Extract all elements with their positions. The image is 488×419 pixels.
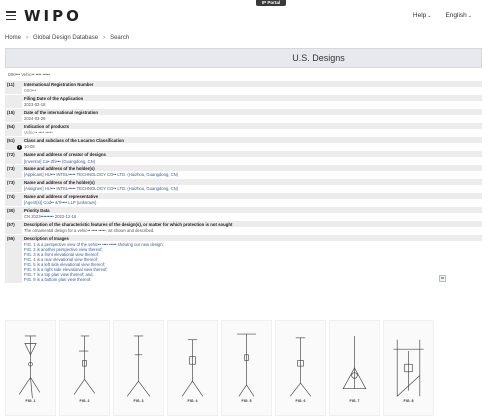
header-nav	[413, 12, 472, 19]
field-value[interactable]	[22, 171, 482, 178]
record-detail	[5, 48, 482, 418]
field-row	[5, 80, 482, 94]
chevron-down-icon: ⌄	[467, 13, 472, 19]
field-code: (30)	[5, 207, 22, 220]
help-menu[interactable]	[413, 12, 432, 19]
field-row	[5, 94, 482, 108]
field-code: (72)	[5, 151, 22, 164]
breadcrumb-global-design-database[interactable]: Global Design Database	[33, 35, 99, 41]
field-label: Name and address of the holder(s)	[22, 179, 482, 185]
field-label: Description of the characteristic features of the design(s), or matter for which protection is not sought	[22, 221, 482, 227]
figure-caption: FIG. 1	[25, 399, 36, 403]
image-description-line: FIG. 2 is another perspective view thereof;	[24, 247, 103, 253]
breadcrumb-search[interactable]: Search	[110, 35, 130, 41]
help-label: Help	[412, 12, 427, 19]
field-body	[22, 207, 482, 220]
field-row	[5, 220, 482, 234]
field-label: Priority Data	[22, 207, 482, 213]
record-id: D90••• Vehic•• •••• •••••	[8, 72, 50, 77]
field-body	[22, 221, 482, 234]
field-row	[5, 178, 482, 192]
field-code: (74)	[5, 193, 22, 206]
language-label: English	[445, 12, 467, 19]
field-body	[22, 95, 482, 108]
field-row	[5, 150, 482, 164]
field-code: (54)	[5, 123, 22, 136]
breadcrumb	[5, 34, 129, 42]
figure-caption: FIG. 3	[133, 399, 144, 403]
language-menu[interactable]	[445, 12, 472, 19]
figure-caption: FIG. 4	[187, 399, 198, 403]
field-code: (15)	[5, 109, 22, 122]
field-body	[22, 235, 482, 283]
field-list	[5, 80, 482, 283]
image-description-line: FIG. 4 is a rear elevational view thereof;	[24, 257, 99, 263]
field-body	[19, 137, 482, 150]
field-row	[5, 164, 482, 178]
field-value-text: The ornamental design for a vehic•• •••• •••••, as shown and described.	[24, 228, 155, 234]
field-value	[22, 129, 482, 136]
record-title-bar	[5, 48, 482, 68]
field-code: (11)	[5, 81, 22, 94]
field-row-images	[5, 234, 482, 283]
hamburger-menu-icon[interactable]	[6, 11, 16, 20]
field-value	[19, 143, 482, 150]
field-code	[5, 95, 22, 108]
image-description-line: FIG. 7 is a top plan view thereof; and,	[24, 272, 94, 278]
field-body	[22, 179, 482, 192]
figure-thumbnail[interactable]	[383, 320, 434, 416]
chevron-right-icon: ›	[26, 35, 29, 41]
figure-thumbnail[interactable]	[59, 320, 110, 416]
field-value[interactable]	[22, 157, 482, 164]
breadcrumb-home[interactable]: Home	[5, 35, 22, 41]
figure-thumbnail[interactable]	[167, 320, 218, 416]
field-body	[22, 81, 482, 94]
figure-thumbnail[interactable]	[113, 320, 164, 416]
field-row	[5, 192, 482, 206]
field-body	[22, 123, 482, 136]
image-description-line: FIG. 1 is a perspective view of the vehic•• •••• ••••• showing our new design;	[24, 242, 164, 248]
field-label: Name and address of the holder(s)	[22, 165, 482, 171]
field-label: Name and address of representative	[22, 193, 482, 199]
image-description-list	[22, 241, 482, 283]
ip-portal-tab[interactable]: IP Portal	[256, 0, 286, 6]
figure-thumbnail[interactable]	[5, 320, 56, 416]
chevron-down-icon: ⌄	[427, 13, 432, 19]
field-label: Description of Images	[22, 235, 482, 241]
field-label: Filing Date of the Application	[22, 95, 482, 101]
field-row	[5, 206, 482, 220]
field-label: Name and address of creator of designs	[22, 151, 482, 157]
figure-thumbnail[interactable]	[329, 320, 380, 416]
field-value[interactable]	[22, 199, 482, 206]
figure-caption: FIG. 6	[295, 399, 306, 403]
field-value-text: CN 2023••••••••• 2022-12-16	[24, 214, 77, 220]
figure-caption: FIG. 5	[241, 399, 252, 403]
field-code: (73)	[5, 179, 22, 192]
field-value-text: Vehic•• •••• •••••	[24, 130, 53, 136]
image-description-line: FIG. 3 is a front elevational view thereof;	[24, 252, 99, 258]
field-body	[22, 165, 482, 178]
figure-caption: FIG. 7	[349, 399, 360, 403]
figure-strip	[5, 320, 482, 418]
field-value	[22, 101, 482, 108]
field-value	[22, 115, 482, 122]
wipo-logo[interactable]: WIPO	[24, 7, 82, 25]
figure-thumbnail[interactable]	[221, 320, 272, 416]
field-value-text: [Agent(s)] Cod•• &Ti•••• LLP (unknown)	[24, 200, 97, 206]
image-description-line: FIG. 8 is a bottom plan view thereof.	[24, 277, 92, 283]
field-value	[22, 227, 482, 234]
field-value[interactable]	[22, 213, 482, 220]
figure-thumbnail[interactable]	[275, 320, 326, 416]
top-header	[0, 0, 488, 32]
field-code: (73)	[5, 165, 22, 178]
figure-caption: FIG. 2	[79, 399, 90, 403]
field-value-text: D90•••	[24, 88, 37, 94]
image-description-line: FIG. 5 is a left side elevational view thereof;	[24, 262, 105, 268]
image-description-line: FIG. 6 is a right side elevational view thereof;	[24, 267, 108, 273]
field-value-text: 2023-02-18	[24, 102, 46, 108]
field-value-text: 2024-03-26	[24, 116, 46, 122]
field-value-text: [Assignee] HU••• INTEL••••• TECHNOLOGY CO•• LTD. (Huizhou, Guangdong, CN)	[24, 186, 179, 192]
info-icon[interactable]: i	[17, 145, 22, 150]
field-label: Class and subclass of the Locarno Classification	[22, 137, 482, 143]
chevron-right-icon: ›	[103, 35, 106, 41]
field-code: (51)	[5, 137, 22, 150]
field-row	[5, 108, 482, 122]
field-body	[22, 151, 482, 164]
field-code: (55)	[5, 235, 22, 283]
field-value-text: [Applicant] HU••• INTEL••••• TECHNOLOGY CO•• LTD. (Huizhou, Guangdong, CN)	[24, 172, 179, 178]
field-value[interactable]	[22, 185, 482, 192]
field-label: Indication of products	[22, 123, 482, 129]
field-body	[22, 109, 482, 122]
broken-image-icon	[439, 275, 446, 282]
field-row	[5, 136, 482, 150]
field-body	[22, 193, 482, 206]
figure-caption: FIG. 8	[403, 399, 414, 403]
field-label: International Registration Number	[22, 81, 482, 87]
field-value-text: [Inventor] Ca• Zhi••• (Guangdong, CN)	[24, 158, 96, 164]
field-label: Date of the international registration	[22, 109, 482, 115]
field-value-text: 10-05	[24, 144, 35, 150]
field-row	[5, 122, 482, 136]
field-code: (57)	[5, 221, 22, 234]
page-title: U.S. Designs	[292, 53, 345, 63]
field-value	[22, 87, 482, 94]
